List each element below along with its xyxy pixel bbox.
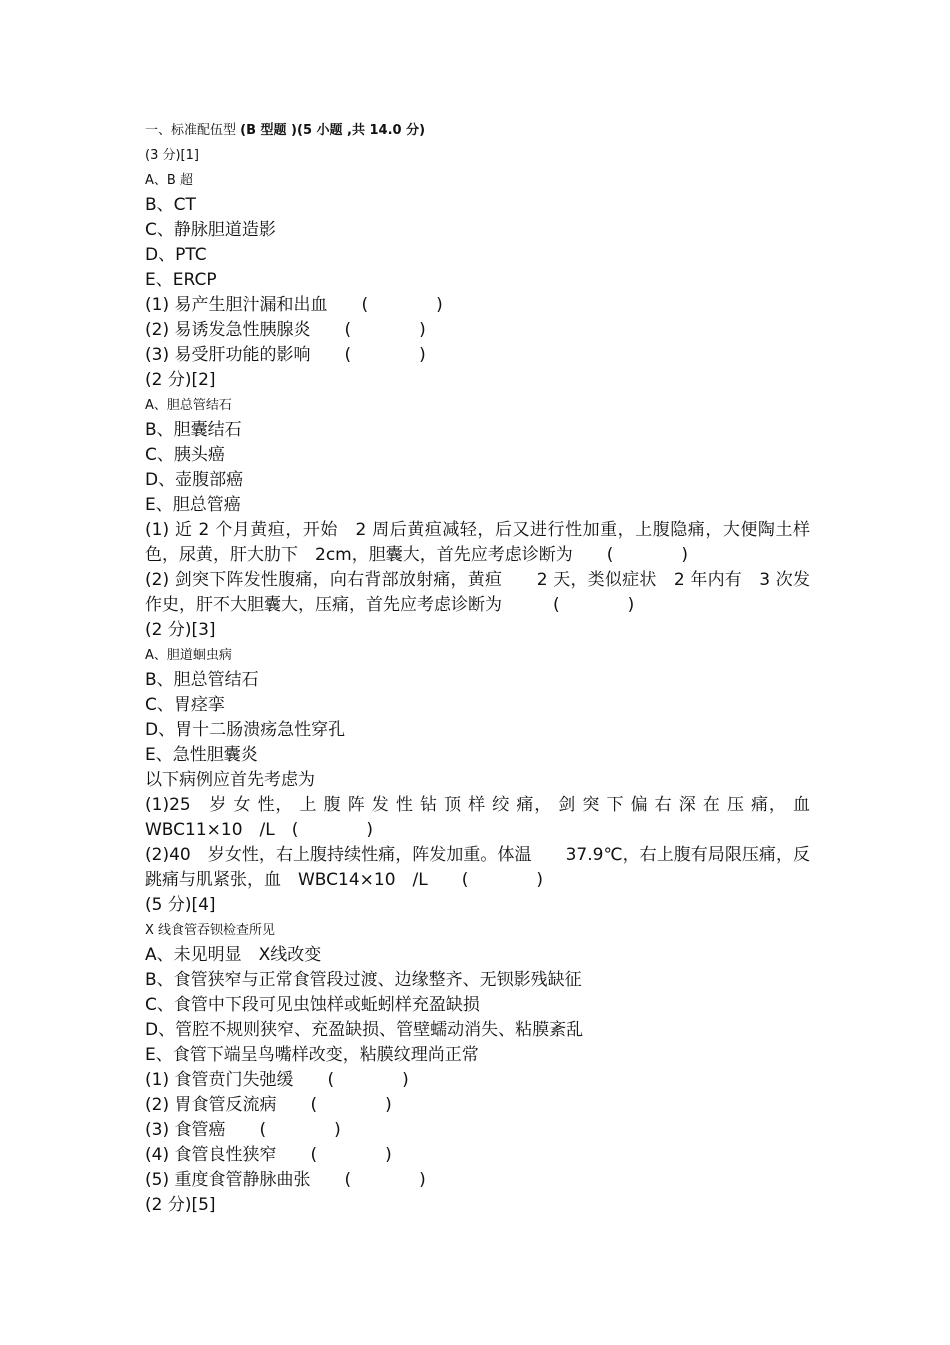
exam-content — [145, 118, 810, 1218]
q4-sub-2: (2) 胃食管反流病 ( ) — [145, 1095, 392, 1115]
q3-option-d: D、胃十二肠溃疡急性穿孔 — [145, 720, 346, 740]
q1-sub-1: (1) 易产生胆汁漏和出血 ( ) — [145, 295, 443, 315]
q4-option-b: B、食管狭窄与正常食管段过渡、边缘整齐、无钡影残缺征 — [145, 970, 582, 990]
q3-option-a: A、胆道蛔虫病 — [145, 648, 232, 663]
q2-option-e: E、胆总管癌 — [145, 495, 241, 515]
section-header-bold: (B 型题 )(5 小题 ,共 14.0 分) — [240, 123, 426, 138]
q1-score: (3 分)[1] — [145, 148, 199, 163]
q5-score: (2 分)[5] — [145, 1195, 216, 1215]
q2-sub-1: (1) 近 2 个月黄疸，开始 2 周后黄疸减轻，后又进行性加重，上腹隐痛，大便陶土样色，尿黄，肝大肋下 2cm，胆囊大，首先应考虑诊断为 ( ) — [145, 520, 810, 565]
section-header — [145, 118, 810, 143]
q2-sub-2: (2) 剑突下阵发性腹痛，向右背部放射痛，黄疸 2 天，类似症状 2 年内有 3 次发作史，肝不大胆囊大，压痛，首先应考虑诊断为 ( ) — [145, 570, 810, 615]
q1-option-a: A、B 超 — [145, 173, 193, 188]
q4-sub-4: (4) 食管良性狭窄 ( ) — [145, 1145, 392, 1165]
q3-sub-2: (2)40 岁女性，右上腹持续性痛，阵发加重。体温 37.9℃，右上腹有局限压痛，反跳痛与肌紧张，血 WBC14×10 /L ( ) — [145, 845, 810, 890]
q1-option-b: B、CT — [145, 195, 196, 215]
q3-option-c: C、胃痉挛 — [145, 695, 225, 715]
q1-option-d: D、PTC — [145, 245, 207, 265]
q3-option-e: E、急性胆囊炎 — [145, 745, 258, 765]
q1-option-c: C、静脉胆道造影 — [145, 220, 276, 240]
q4-score: (5 分)[4] — [145, 895, 216, 915]
q4-sub-1: (1) 食管贲门失弛缓 ( ) — [145, 1070, 409, 1090]
q4-option-a: A、未见明显 X线改变 — [145, 945, 322, 965]
q4-stem: X 线食管吞钡检查所见 — [145, 923, 276, 938]
q4-option-d: D、管腔不规则狭窄、充盈缺损、管壁蠕动消失、粘膜紊乱 — [145, 1020, 584, 1040]
q3-stem: 以下病例应首先考虑为 — [145, 770, 315, 790]
q2-option-b: B、胆囊结石 — [145, 420, 242, 440]
q3-option-b: B、胆总管结石 — [145, 670, 259, 690]
q3-sub-1: (1)25 岁 女 性， 上 腹 阵 发 性 钻 顶 样 绞 痛， 剑 突 下 偏 右 深 在 压 痛， 血 WBC11×10 /L ( ) — [145, 795, 810, 840]
q2-score: (2 分)[2] — [145, 370, 216, 390]
q2-option-d: D、壶腹部癌 — [145, 470, 244, 490]
q4-sub-5: (5) 重度食管静脉曲张 ( ) — [145, 1170, 426, 1190]
q2-option-a: A、胆总管结石 — [145, 398, 232, 413]
q1-sub-2: (2) 易诱发急性胰腺炎 ( ) — [145, 320, 426, 340]
q1-option-e: E、ERCP — [145, 270, 217, 290]
q4-option-c: C、食管中下段可见虫蚀样或蚯蚓样充盈缺损 — [145, 995, 480, 1015]
q2-option-c: C、胰头癌 — [145, 445, 225, 465]
section-header-prefix: 一、标准配伍型 — [145, 123, 237, 138]
q4-sub-3: (3) 食管癌 ( ) — [145, 1120, 341, 1140]
q3-score: (2 分)[3] — [145, 620, 216, 640]
q1-sub-3: (3) 易受肝功能的影响 ( ) — [145, 345, 426, 365]
q4-option-e: E、食管下端呈鸟嘴样改变，粘膜纹理尚正常 — [145, 1045, 479, 1065]
